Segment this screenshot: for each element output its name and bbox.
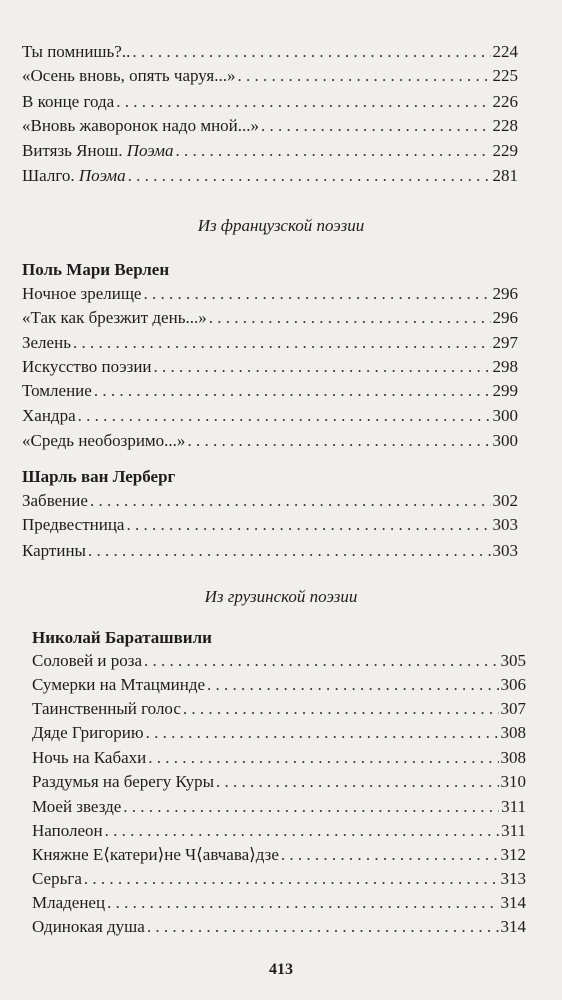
entry-title — [22, 139, 173, 163]
entry-title: Забвение — [22, 491, 88, 510]
entry-genre: Поэма — [78, 166, 126, 185]
entry-title: Искусство поэзии — [22, 357, 152, 376]
toc-entry — [32, 867, 526, 891]
entry-page: 225 — [492, 66, 518, 85]
entry-title-main: Шалго. — [22, 166, 79, 185]
section-heading-georgian: Из грузинской поэзии — [204, 587, 358, 606]
entry-page: 313 — [500, 869, 526, 888]
dot-leader — [207, 673, 498, 697]
toc-entry — [22, 429, 518, 453]
dot-leader — [187, 429, 490, 453]
entry-page: 308 — [500, 748, 526, 767]
dot-leader — [88, 539, 491, 563]
section-heading-french: Из французской поэзии — [197, 216, 365, 235]
toc-entry — [22, 513, 518, 537]
entry-page: 228 — [492, 116, 518, 135]
dot-leader — [78, 404, 491, 428]
dot-leader — [84, 867, 499, 891]
entry-page: 302 — [492, 491, 518, 510]
entry-title: Ты помнишь?.. — [22, 42, 131, 61]
toc-entry — [32, 721, 526, 745]
entry-title: Предвестница — [22, 515, 125, 534]
entry-page: 224 — [492, 42, 518, 61]
dot-leader — [183, 697, 499, 721]
entry-title: Раздумья на берегу Куры — [32, 772, 215, 791]
toc-entry — [22, 40, 518, 64]
dot-leader — [116, 90, 490, 114]
entry-title: Зелень — [22, 333, 71, 352]
dot-leader — [175, 139, 490, 163]
dot-leader — [128, 164, 491, 188]
entry-page: 296 — [492, 308, 518, 327]
entry-title: Моей звезде — [32, 797, 122, 816]
entry-title: Княжне Е⟨катери⟩не Ч⟨авчава⟩дзе — [32, 845, 279, 864]
toc-entry — [22, 282, 518, 306]
entry-title: В конце года — [22, 92, 115, 111]
dot-leader — [107, 891, 498, 915]
toc-entry — [22, 164, 518, 188]
entry-title: Серьга — [32, 869, 82, 888]
entry-page: 303 — [492, 515, 518, 534]
toc-entry — [22, 539, 518, 563]
toc-entry — [32, 891, 526, 915]
toc-entry — [32, 649, 526, 673]
dot-leader — [126, 513, 490, 537]
entry-page: 308 — [500, 723, 526, 742]
entry-page: 229 — [492, 141, 518, 160]
toc-entry — [22, 90, 518, 114]
dot-leader — [123, 795, 499, 819]
toc-entry — [32, 697, 526, 721]
entry-page: 226 — [492, 92, 518, 111]
dot-leader — [237, 64, 490, 88]
toc-entry — [32, 843, 526, 867]
entry-title: Ночь на Кабахи — [32, 748, 147, 767]
dot-leader — [216, 770, 498, 794]
entry-title: Одинокая душа — [32, 917, 145, 936]
entry-page: 300 — [492, 406, 518, 425]
entry-page: 281 — [492, 166, 518, 185]
toc-entry — [22, 306, 518, 330]
dot-leader — [90, 489, 491, 513]
entry-page: 298 — [492, 357, 518, 376]
author-heading-verlaine: Поль Мари Верлен — [22, 260, 170, 279]
entry-title: Таинственный голос — [32, 699, 181, 718]
toc-entry — [32, 770, 526, 794]
toc-entry — [32, 819, 526, 843]
entry-page: 306 — [500, 675, 526, 694]
entry-title: «Осень вновь, опять чаруя...» — [22, 66, 236, 85]
dot-leader — [144, 649, 498, 673]
dot-leader — [209, 306, 491, 330]
entry-title: Соловей и роза — [32, 651, 143, 670]
toc-entry — [32, 915, 526, 939]
entry-page: 312 — [500, 845, 526, 864]
toc-entry — [32, 795, 526, 819]
entry-page: 296 — [492, 284, 518, 303]
entry-title: Картины — [22, 541, 86, 560]
toc-entry — [22, 64, 518, 88]
dot-leader — [146, 721, 499, 745]
entry-title: Дяде Григорию — [32, 723, 144, 742]
entry-page: 310 — [500, 772, 526, 791]
entry-page: 311 — [501, 797, 526, 816]
dot-leader — [94, 379, 491, 403]
toc-entry — [32, 746, 526, 770]
entry-title: «Вновь жаворонок надо мной...» — [22, 116, 260, 135]
entry-genre: Поэма — [126, 141, 174, 160]
toc-entry — [32, 673, 526, 697]
author-heading-baratashvili: Николай Бараташвили — [32, 628, 212, 647]
toc-entry — [22, 331, 518, 355]
entry-title — [22, 164, 126, 188]
page-number: 413 — [269, 961, 293, 978]
entry-title: Сумерки на Мтацминде — [32, 675, 206, 694]
entry-page: 303 — [492, 541, 518, 560]
entry-title: Наполеон — [32, 821, 103, 840]
dot-leader — [105, 819, 500, 843]
entry-page: 314 — [500, 917, 526, 936]
entry-page: 311 — [501, 821, 526, 840]
entry-title-main: Витязь Янош. — [22, 141, 127, 160]
entry-title: Хандра — [22, 406, 76, 425]
dot-leader — [281, 843, 499, 867]
entry-title: Ночное зрелище — [22, 284, 142, 303]
entry-page: 307 — [500, 699, 526, 718]
entry-page: 299 — [492, 381, 518, 400]
entry-page: 297 — [492, 333, 518, 352]
entry-page: 314 — [500, 893, 526, 912]
dot-leader — [261, 114, 490, 138]
entry-title: Младенец — [32, 893, 106, 912]
toc-entry — [22, 355, 518, 379]
dot-leader — [143, 282, 490, 306]
dot-leader — [132, 40, 490, 64]
toc-entry — [22, 379, 518, 403]
author-heading-lerberghe: Шарль ван Лерберг — [22, 467, 176, 486]
dot-leader — [73, 331, 491, 355]
toc-entry — [22, 114, 518, 138]
toc-entry — [22, 139, 518, 163]
toc-entry — [22, 404, 518, 428]
dot-leader — [148, 746, 498, 770]
dot-leader — [154, 355, 491, 379]
entry-page: 300 — [492, 431, 518, 450]
entry-page: 305 — [500, 651, 526, 670]
entry-title: «Так как брезжит день...» — [22, 308, 207, 327]
toc-entry — [22, 489, 518, 513]
entry-title: «Средь необозримо...» — [22, 431, 186, 450]
dot-leader — [147, 915, 499, 939]
entry-title: Томление — [22, 381, 92, 400]
